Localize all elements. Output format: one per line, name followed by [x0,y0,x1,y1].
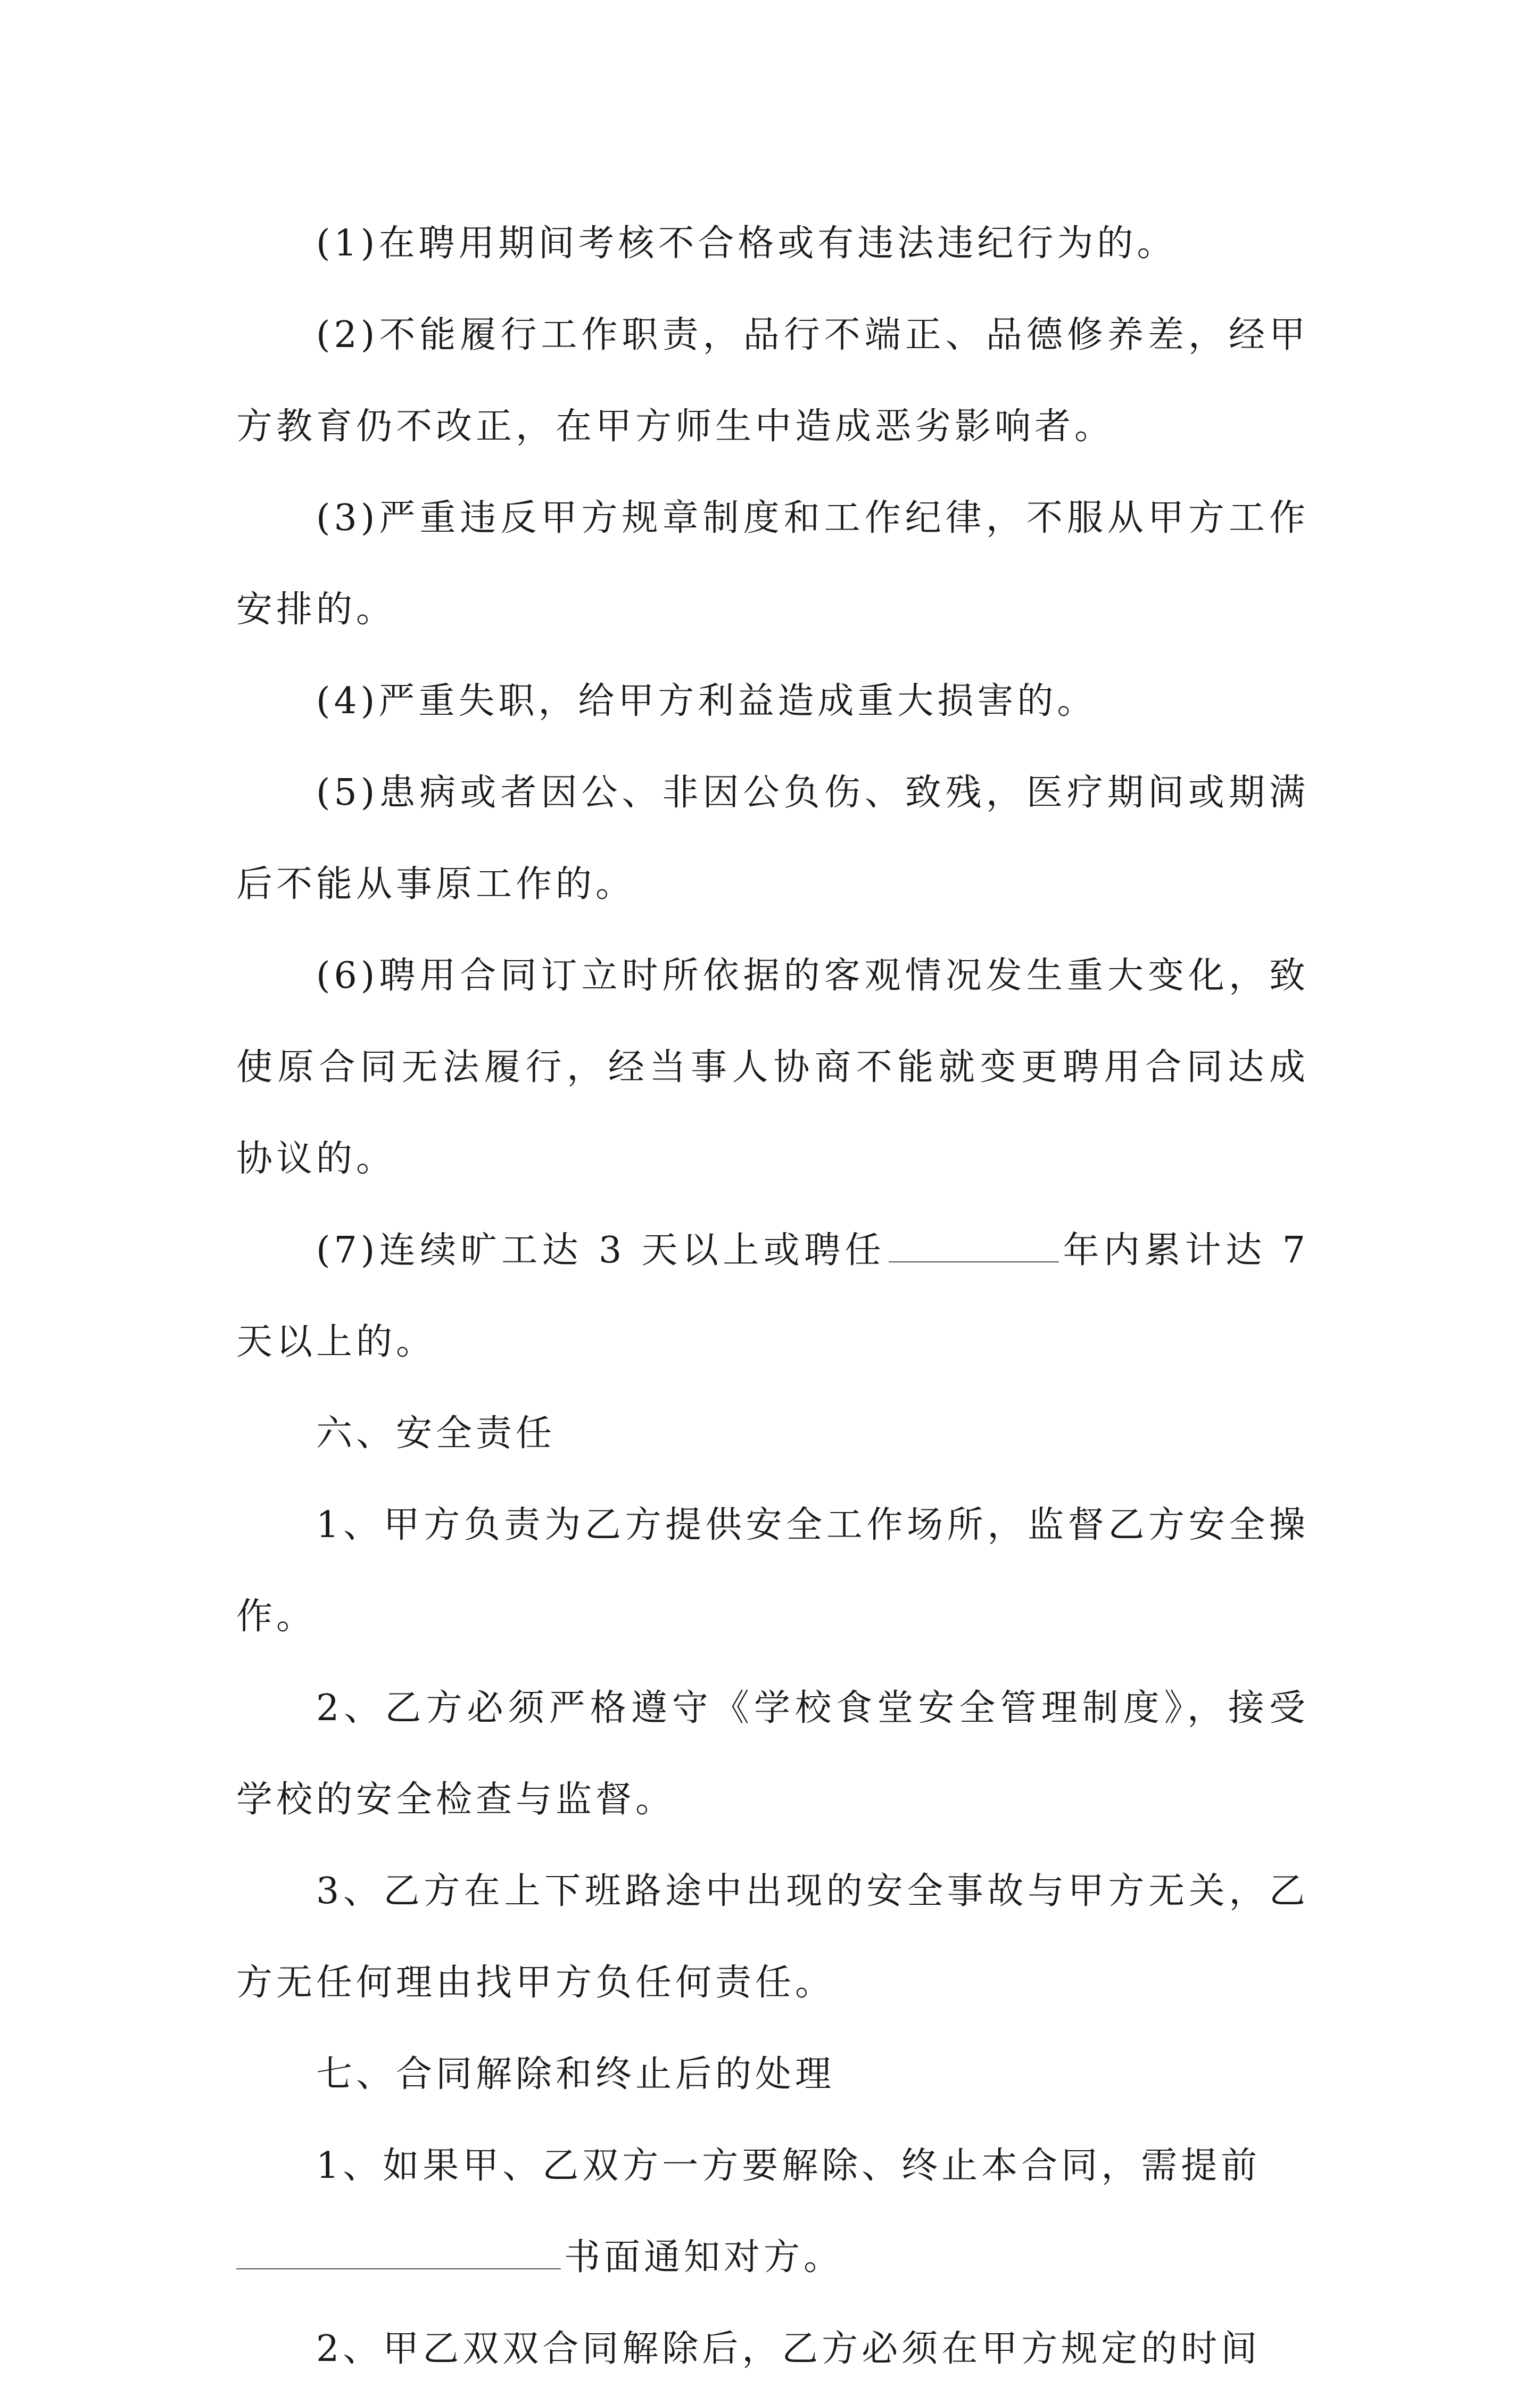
fill-in-blank-notice-period [236,2239,561,2269]
section-7-item-1-text-before: 1、如果甲、乙双方一方要解除、终止本合同，需提前 [316,2145,1261,2187]
document-body [236,198,1309,2395]
section-6-item-2: 2、乙方必须严格遵守《学校食堂安全管理制度》，接受学校的安全检查与监督。 [236,1687,1309,1821]
section-6-heading: 六、安全责任 [316,1413,556,1455]
section-6-item-3: 3、乙方在上下班路途中出现的安全事故与甲方无关，乙方无任何理由找甲方负任何责任。 [236,1870,1309,2004]
clause-3: (3)严重违反甲方规章制度和工作纪律，不服从甲方工作安排的。 [236,497,1309,631]
section-7-item-1 [236,2120,1309,2303]
clause-4: (4)严重失职，给甲方利益造成重大损害的。 [316,680,1097,722]
clause-1: (1)在聘用期间考核不合格或有违法违纪行为的。 [316,222,1177,265]
clause-5: (5)患病或者因公、非因公负伤、致残，医疗期间或期满后不能从事原工作的。 [236,772,1309,905]
clause-7-text-after: 年内累计达 7 天以上的。 [236,1229,1309,1363]
section-6-item-1: 1、甲方负责为乙方提供安全工作场所，监督乙方安全操作。 [236,1504,1309,1638]
clause-6: (6)聘用合同订立时所依据的客观情况发生重大变化，致使原合同无法履行，经当事人协商不能就变更聘用合同达成协议的。 [236,955,1309,1180]
clause-7 [236,1205,1309,1388]
clause-7-text-before: (7)连续旷工达 3 天以上或聘任 [316,1229,886,1271]
section-7-item-1-second-line [236,2212,1309,2303]
section-7-item-1-text-after: 书面通知对方。 [564,2236,844,2278]
clause-2: (2)不能履行工作职责，品行不端正、品德修养差，经甲方教育仍不改正，在甲方师生中造成恶劣影响者。 [236,314,1309,448]
section-7-heading: 七、合同解除和终止后的处理 [316,2053,835,2095]
fill-in-blank-years [889,1232,1059,1262]
section-7-item-2: 2、甲乙双双合同解除后，乙方必须在甲方规定的时间 [316,2328,1261,2370]
